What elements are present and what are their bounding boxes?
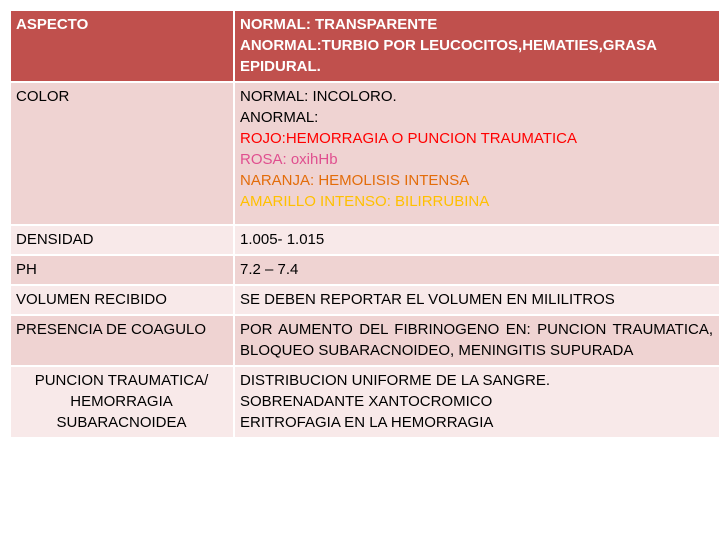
table-row-volumen: [10, 285, 720, 315]
spacer: [240, 212, 713, 220]
aspecto-line-1: NORMAL: TRANSPARENTE: [240, 16, 438, 33]
row-value: [234, 366, 720, 438]
csf-characteristics-table: [9, 9, 721, 439]
row-value: [234, 315, 720, 366]
label-aspecto: ASPECTO: [16, 16, 89, 33]
color-normal: NORMAL: INCOLORO.: [240, 88, 397, 105]
label-volumen: VOLUMEN RECIBIDO: [16, 291, 167, 308]
puncion-line-1: DISTRIBUCION UNIFORME DE LA SANGRE.: [240, 372, 551, 389]
label-color: COLOR: [16, 88, 70, 105]
row-value: [234, 10, 720, 82]
table-row-aspecto: [10, 10, 720, 82]
label-coagulo: PRESENCIA DE COAGULO: [16, 321, 207, 338]
color-rojo: ROJO:HEMORRAGIA O PUNCION TRAUMATICA: [240, 130, 577, 147]
row-value: [234, 285, 720, 315]
color-rosa: ROSA: oxihHb: [240, 151, 338, 168]
label-ph: PH: [16, 261, 37, 278]
puncion-line-3: ERITROFAGIA EN LA HEMORRAGIA: [240, 414, 494, 431]
row-value: [234, 255, 720, 285]
color-naranja: NARANJA: HEMOLISIS INTENSA: [240, 172, 470, 189]
row-label: [10, 366, 234, 438]
coagulo-value: POR AUMENTO DEL FIBRINOGENO EN: PUNCION TRAUMATICA, BLOQUEO SUBARACNOIDEO, MENINGITIS SUPURADA: [240, 321, 713, 359]
label-puncion-2: HEMORRAGIA: [70, 393, 173, 410]
row-label: [10, 285, 234, 315]
color-anormal: ANORMAL:: [240, 109, 319, 126]
row-label: [10, 225, 234, 255]
row-value: [234, 225, 720, 255]
densidad-value: 1.005- 1.015: [240, 231, 325, 248]
row-label: [10, 255, 234, 285]
row-value: [234, 82, 720, 225]
row-label: [10, 82, 234, 225]
table-row-densidad: [10, 225, 720, 255]
row-label: [10, 315, 234, 366]
aspecto-line-2: ANORMAL:TURBIO POR LEUCOCITOS,HEMATIES,GRASA: [240, 37, 657, 54]
table-row-coagulo: [10, 315, 720, 366]
puncion-line-2: SOBRENADANTE XANTOCROMICO: [240, 393, 493, 410]
table-row-puncion: [10, 366, 720, 438]
ph-value: 7.2 – 7.4: [240, 261, 299, 278]
volumen-value: SE DEBEN REPORTAR EL VOLUMEN EN MILILITROS: [240, 291, 615, 308]
table-row-ph: [10, 255, 720, 285]
color-amarillo: AMARILLO INTENSO: BILIRRUBINA: [240, 193, 490, 210]
row-label: [10, 10, 234, 82]
aspecto-line-3: EPIDURAL.: [240, 58, 321, 75]
label-puncion-3: SUBARACNOIDEA: [56, 414, 187, 431]
label-densidad: DENSIDAD: [16, 231, 94, 248]
label-puncion-1: PUNCION TRAUMATICA/: [34, 372, 209, 389]
table-row-color: [10, 82, 720, 225]
